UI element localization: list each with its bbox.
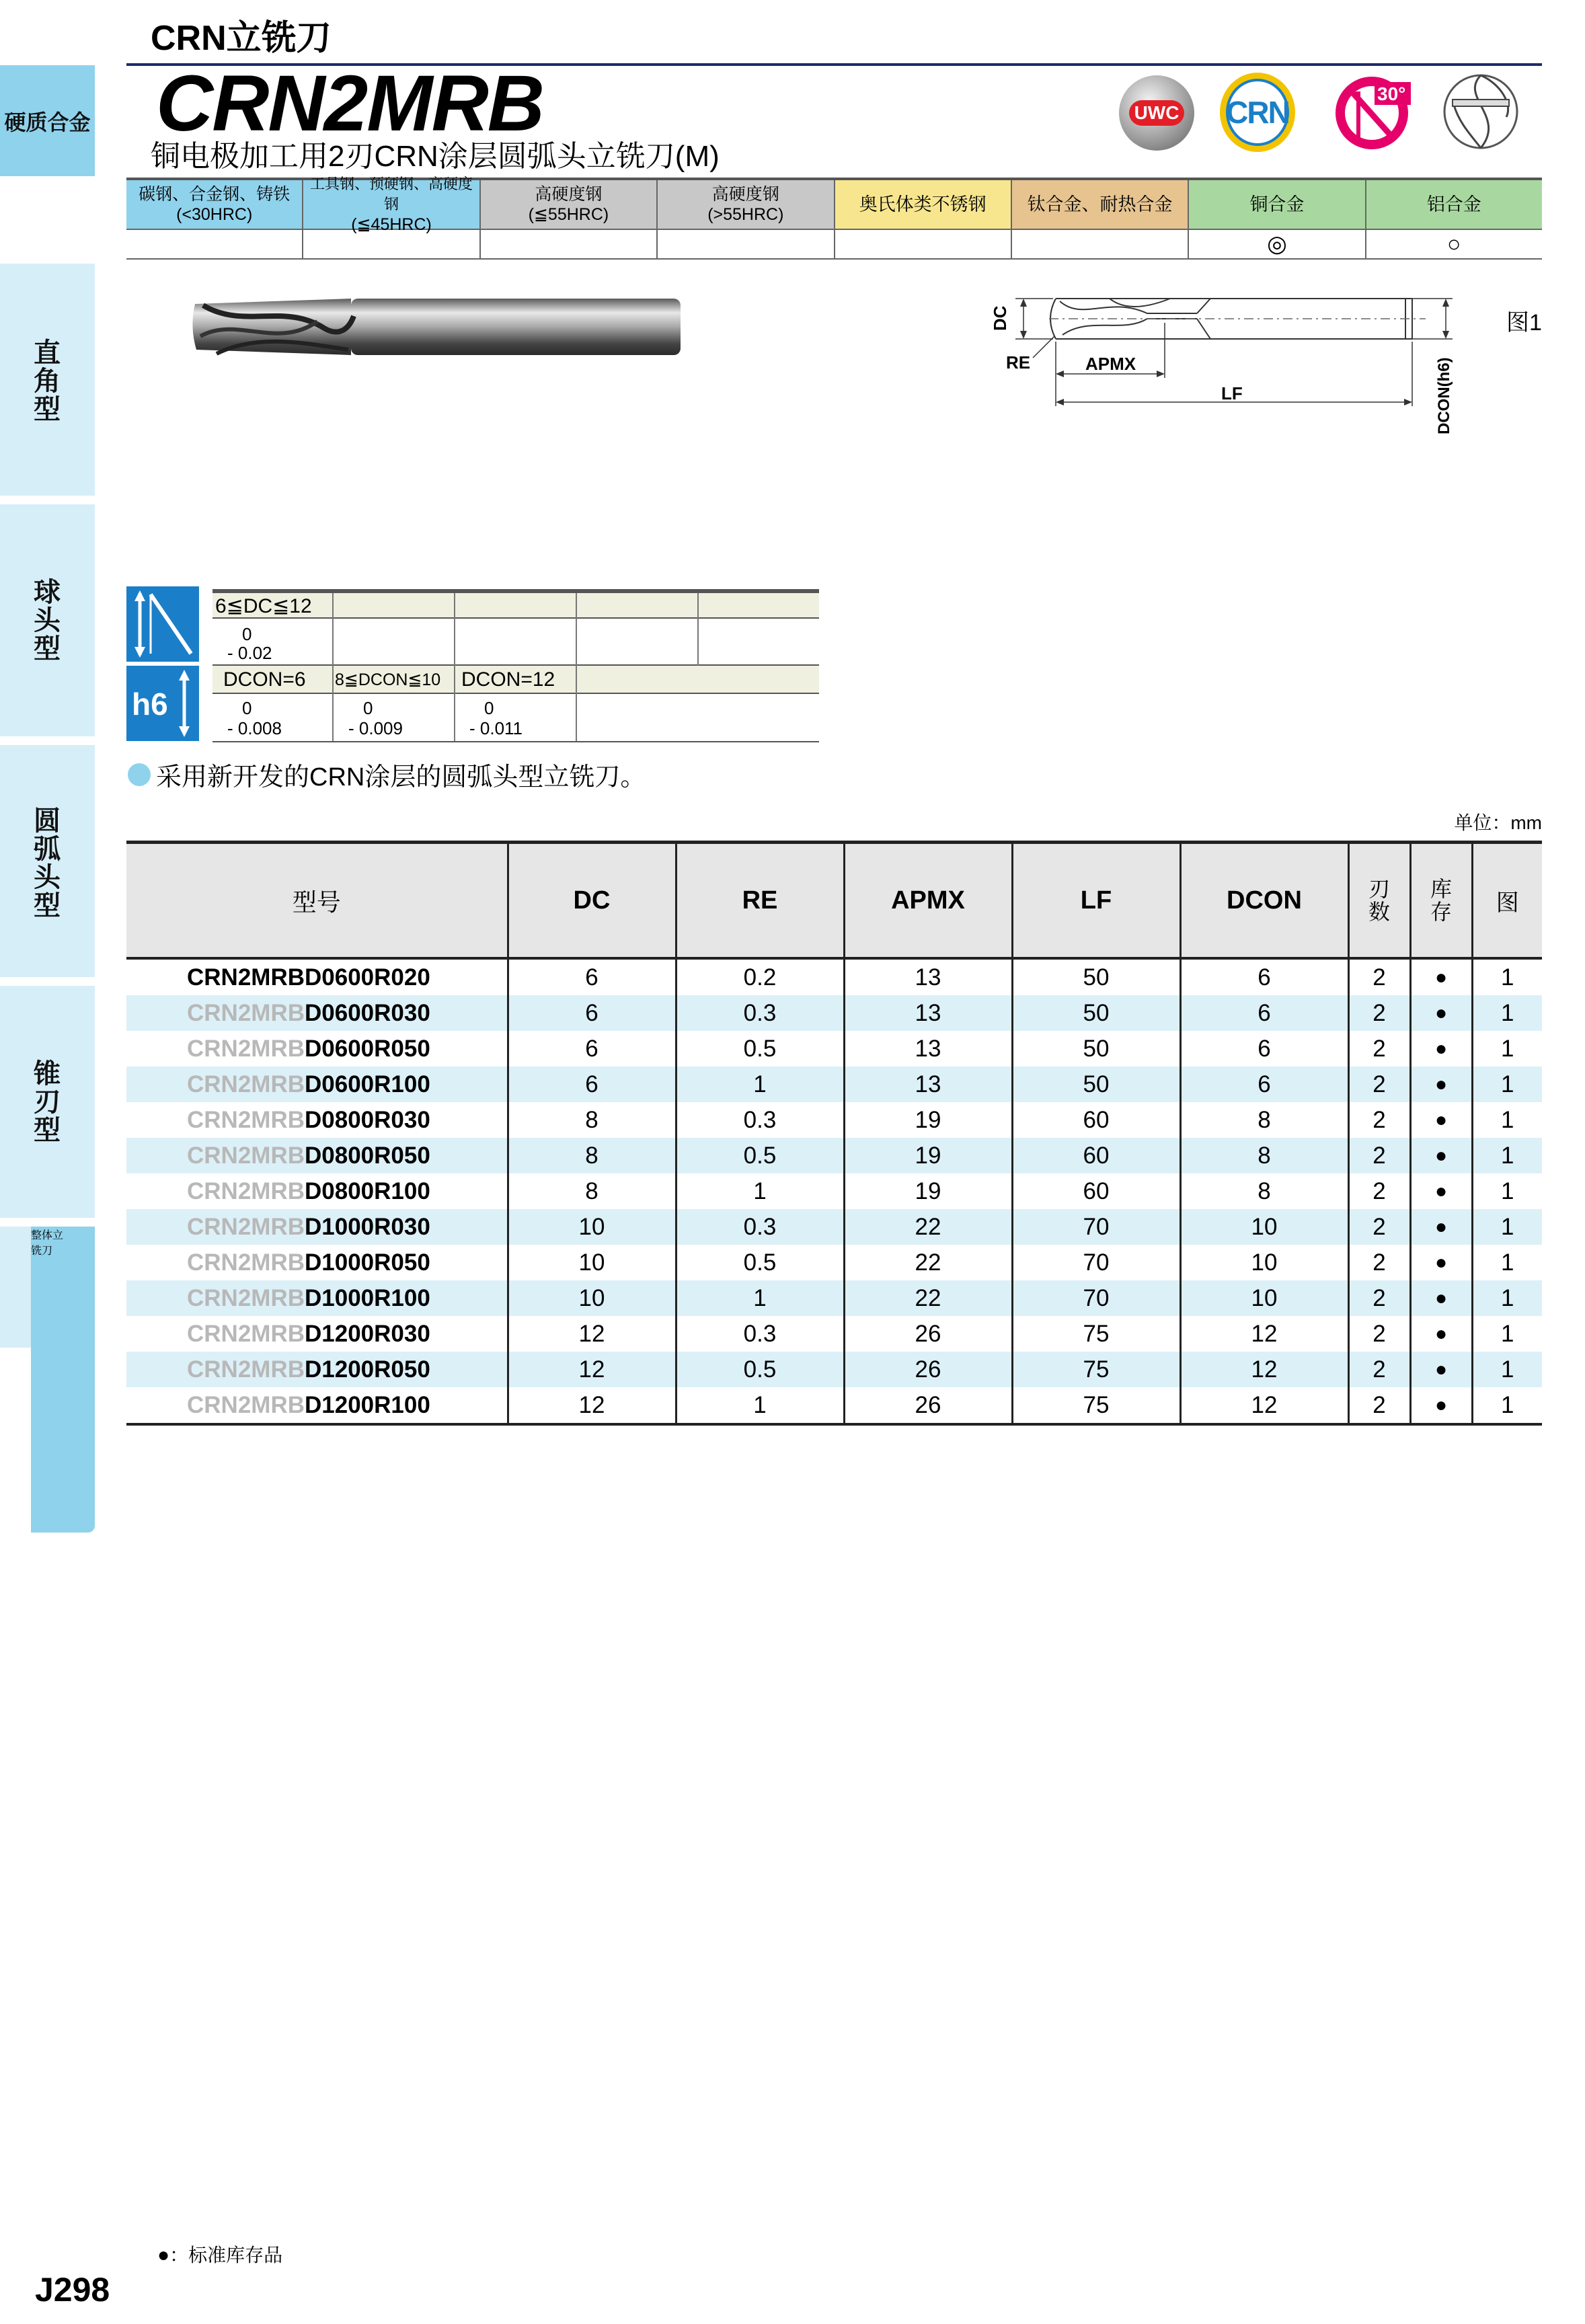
dc-cell: 6 xyxy=(508,1067,676,1102)
flutes-cell: 2 xyxy=(1348,995,1410,1031)
stock-cell: ● xyxy=(1410,1352,1472,1387)
side-tab-carbide[interactable] xyxy=(0,65,95,176)
table-row xyxy=(126,1173,1542,1209)
material-carbon-steel xyxy=(126,180,303,229)
table-row xyxy=(126,1245,1542,1280)
apmx-cell: 13 xyxy=(844,995,1012,1031)
model-suffix: D1000R100 xyxy=(305,1284,430,1311)
model-cell xyxy=(126,1067,508,1102)
re-cell: 1 xyxy=(676,1387,844,1424)
dcon-tol-lower: - 0.011 xyxy=(469,718,523,738)
material-name: 铝合金 xyxy=(1426,194,1481,215)
material-name: 高硬度钢 xyxy=(711,185,779,204)
stock-legend xyxy=(157,2241,282,2268)
re-cell: 1 xyxy=(676,1067,844,1102)
flutes-cell: 2 xyxy=(1348,1067,1410,1102)
lf-cell: 50 xyxy=(1012,1067,1180,1102)
lf-cell: 70 xyxy=(1012,1209,1180,1245)
end-mill-photo xyxy=(190,289,687,363)
dc-tol-upper: 0 xyxy=(242,624,252,644)
model-prefix: CRN2MRB xyxy=(187,1071,305,1097)
fig-cell: 1 xyxy=(1472,1138,1542,1173)
table-row xyxy=(126,1031,1542,1067)
model-cell xyxy=(126,1387,508,1424)
model-cell xyxy=(126,1138,508,1173)
fig-cell: 1 xyxy=(1472,1352,1542,1387)
dcon-cell: 6 xyxy=(1180,995,1348,1031)
dc-cell: 12 xyxy=(508,1387,676,1424)
apmx-cell: 26 xyxy=(844,1316,1012,1352)
suitability-mark xyxy=(1012,230,1189,258)
dim-dcon-label: DCON(h6) xyxy=(1435,357,1453,434)
material-name: 铜合金 xyxy=(1249,194,1305,215)
stock-cell: ● xyxy=(1410,1102,1472,1138)
model-suffix: D1200R030 xyxy=(305,1320,430,1347)
header-flutes-label: 刃数 xyxy=(1368,877,1390,924)
model-suffix: D0800R100 xyxy=(305,1177,430,1204)
helix-angle-label: 30° xyxy=(1377,83,1406,104)
dcon-tol-lower: - 0.009 xyxy=(348,718,403,738)
header-dcon: DCON xyxy=(1180,843,1348,959)
side-tab-label: 硬质合金 xyxy=(4,110,91,134)
table-row xyxy=(126,1209,1542,1245)
dcon-cell: 12 xyxy=(1180,1352,1348,1387)
fig-cell: 1 xyxy=(1472,1031,1542,1067)
model-cell xyxy=(126,1173,508,1209)
apmx-cell: 26 xyxy=(844,1352,1012,1387)
apmx-cell: 22 xyxy=(844,1245,1012,1280)
dim-re-label: RE xyxy=(1006,352,1031,373)
re-cell: 0.5 xyxy=(676,1352,844,1387)
material-hardness: (<30HRC) xyxy=(176,205,253,224)
lf-cell: 50 xyxy=(1012,995,1180,1031)
model-suffix: D0600R100 xyxy=(305,1071,430,1097)
side-tab-square[interactable] xyxy=(0,264,95,496)
header-lf: LF xyxy=(1012,843,1180,959)
model-prefix: CRN2MRB xyxy=(187,1035,305,1062)
dc-cell: 10 xyxy=(508,1209,676,1245)
side-tab-label: 锥刃型 xyxy=(34,1059,61,1145)
apmx-cell: 13 xyxy=(844,1067,1012,1102)
side-tab-radius[interactable] xyxy=(0,745,95,977)
flutes-cell: 2 xyxy=(1348,1031,1410,1067)
two-flute-icon xyxy=(1439,70,1522,153)
unit-label: 单位：mm xyxy=(1454,812,1542,833)
fig-cell: 1 xyxy=(1472,1280,1542,1316)
flutes-cell: 2 xyxy=(1348,1387,1410,1424)
model-suffix: D1000R030 xyxy=(305,1213,430,1240)
dc-cell: 6 xyxy=(508,958,676,995)
dc-cell: 6 xyxy=(508,1031,676,1067)
dcon-tol-upper: 0 xyxy=(363,698,373,718)
legend-mark: ● xyxy=(157,2244,170,2266)
dcon-cell: 10 xyxy=(1180,1209,1348,1245)
h6-label: h6 xyxy=(132,687,168,722)
material-name: 高硬度钢 xyxy=(535,185,603,204)
model-suffix: D0600R050 xyxy=(305,1035,430,1062)
material-hard-steel-55 xyxy=(481,180,658,229)
apmx-cell: 19 xyxy=(844,1102,1012,1138)
lf-cell: 75 xyxy=(1012,1316,1180,1352)
material-hardness: (≦45HRC) xyxy=(351,215,432,234)
table-row xyxy=(126,1280,1542,1316)
legend-text: ：标准库存品 xyxy=(169,2245,283,2265)
dcon-cell: 6 xyxy=(1180,958,1348,995)
dcon-cell: 6 xyxy=(1180,1031,1348,1067)
model-prefix: CRN2MRB xyxy=(187,1249,305,1276)
dc-cell: 10 xyxy=(508,1245,676,1280)
flutes-cell: 2 xyxy=(1348,1102,1410,1138)
material-table xyxy=(126,176,1542,260)
model-cell xyxy=(126,1102,508,1138)
product-table xyxy=(126,841,1542,1426)
suitability-mark xyxy=(303,230,480,258)
side-tab-label: 球头型 xyxy=(34,578,61,664)
model-prefix: CRN2MRB xyxy=(187,1391,305,1418)
apmx-cell: 13 xyxy=(844,1031,1012,1067)
table-row xyxy=(126,1102,1542,1138)
side-tab-ball[interactable] xyxy=(0,504,95,736)
dcon-col-label: DCON=6 xyxy=(223,668,306,691)
stock-cell: ● xyxy=(1410,1067,1472,1102)
feature-note xyxy=(128,756,646,793)
dcon-tol-upper: 0 xyxy=(242,698,252,718)
apmx-cell: 19 xyxy=(844,1173,1012,1209)
dcon-cell: 8 xyxy=(1180,1173,1348,1209)
table-row xyxy=(126,1387,1542,1424)
model-prefix: CRN2MRB xyxy=(187,1177,305,1204)
dc-cell: 12 xyxy=(508,1352,676,1387)
figure-label: 图1 xyxy=(1506,310,1542,336)
dc-cell: 6 xyxy=(508,995,676,1031)
stock-cell: ● xyxy=(1410,1031,1472,1067)
table-row xyxy=(126,958,1542,995)
header-stock xyxy=(1410,843,1472,959)
stock-cell: ● xyxy=(1410,1245,1472,1280)
header-figure-label: 图 xyxy=(1496,890,1519,916)
side-tab-taper[interactable] xyxy=(0,986,95,1218)
model-suffix: D0600R030 xyxy=(305,999,430,1026)
suitability-mark: ◎ xyxy=(1189,230,1366,258)
dcon-col-label: DCON=12 xyxy=(461,668,555,691)
re-cell: 0.5 xyxy=(676,1031,844,1067)
crn-label: CRN xyxy=(1226,95,1289,130)
material-hardness: (>55HRC) xyxy=(707,205,784,224)
uwc-badge xyxy=(1119,75,1194,151)
header-apmx: APMX xyxy=(844,843,1012,959)
subtitle: 铜电极加工用2刃CRN涂层圆弧头立铣刀(M) xyxy=(151,140,720,173)
suitability-mark xyxy=(658,230,835,258)
flutes-cell: 2 xyxy=(1348,1352,1410,1387)
fig-cell: 1 xyxy=(1472,1209,1542,1245)
model-suffix: D0800R050 xyxy=(305,1142,430,1169)
header-re: RE xyxy=(676,843,844,959)
model-prefix: CRN2MRB xyxy=(187,1284,305,1311)
lf-cell: 60 xyxy=(1012,1173,1180,1209)
lf-cell: 75 xyxy=(1012,1352,1180,1387)
lf-cell: 70 xyxy=(1012,1280,1180,1316)
lf-cell: 50 xyxy=(1012,1031,1180,1067)
model-suffix: D1200R050 xyxy=(305,1356,430,1383)
header-stock-label: 库存 xyxy=(1430,877,1452,924)
apmx-cell: 22 xyxy=(844,1280,1012,1316)
dim-apmx-label: APMX xyxy=(1085,354,1136,374)
table-row xyxy=(126,1316,1542,1352)
fig-cell: 1 xyxy=(1472,1173,1542,1209)
model-suffix: D0800R030 xyxy=(305,1106,430,1133)
lf-cell: 70 xyxy=(1012,1245,1180,1280)
lf-cell: 75 xyxy=(1012,1387,1180,1424)
re-cell: 0.5 xyxy=(676,1245,844,1280)
dc-tolerance-icon xyxy=(126,586,199,662)
dc-range: 6≦DC≦12 xyxy=(215,595,312,617)
dcon-cell: 8 xyxy=(1180,1138,1348,1173)
header-flutes xyxy=(1348,843,1410,959)
model-cell xyxy=(126,1209,508,1245)
fig-cell: 1 xyxy=(1472,1316,1542,1352)
dcon-tol-lower: - 0.008 xyxy=(227,718,282,738)
stock-cell: ● xyxy=(1410,958,1472,995)
header-dc: DC xyxy=(508,843,676,959)
crn-badge xyxy=(1220,73,1295,152)
h6-tolerance-icon xyxy=(126,666,199,741)
re-cell: 0.3 xyxy=(676,995,844,1031)
table-row xyxy=(126,1352,1542,1387)
model-cell xyxy=(126,1245,508,1280)
side-tab-label: 整体立铣刀 xyxy=(31,1230,64,1257)
suitability-mark xyxy=(126,230,303,258)
model-prefix: CRN2MRB xyxy=(187,1142,305,1169)
apmx-cell: 13 xyxy=(844,958,1012,995)
model-cell xyxy=(126,1352,508,1387)
re-cell: 0.3 xyxy=(676,1209,844,1245)
dcon-cell: 10 xyxy=(1180,1245,1348,1280)
re-cell: 0.5 xyxy=(676,1138,844,1173)
model-cell xyxy=(126,1280,508,1316)
side-tab-solid-endmill[interactable] xyxy=(31,1227,95,1533)
table-row xyxy=(126,1067,1542,1102)
model-title: CRN2MRB xyxy=(156,59,543,148)
feature-note-text: 采用新开发的CRN涂层的圆弧头型立铣刀。 xyxy=(156,763,646,791)
flutes-cell: 2 xyxy=(1348,1209,1410,1245)
model-prefix: CRN2MRB xyxy=(187,1320,305,1347)
model-prefix: CRN2MRB xyxy=(187,999,305,1026)
re-cell: 0.3 xyxy=(676,1316,844,1352)
helix-angle-badge xyxy=(1333,73,1411,152)
model-suffix: D1000R050 xyxy=(305,1249,430,1276)
bullet-icon xyxy=(128,763,151,786)
model-prefix: CRN2MRB xyxy=(187,1213,305,1240)
lf-cell: 60 xyxy=(1012,1102,1180,1138)
suitability-mark xyxy=(835,230,1012,258)
lf-cell: 60 xyxy=(1012,1138,1180,1173)
header-model: 型号 xyxy=(126,843,508,959)
model-cell xyxy=(126,1031,508,1067)
suitability-mark: ○ xyxy=(1447,231,1461,257)
dim-lf-label: LF xyxy=(1221,383,1243,403)
dcon-cell: 6 xyxy=(1180,1067,1348,1102)
material-titanium xyxy=(1012,180,1189,229)
tolerance-table xyxy=(126,586,819,742)
stock-cell: ● xyxy=(1410,1209,1472,1245)
dc-cell: 8 xyxy=(508,1102,676,1138)
dc-cell: 8 xyxy=(508,1138,676,1173)
flutes-cell: 2 xyxy=(1348,1280,1410,1316)
dcon-col-label: 8≦DCON≦10 xyxy=(335,670,441,689)
category-title: CRN立铣刀 xyxy=(151,19,332,58)
apmx-cell: 26 xyxy=(844,1387,1012,1424)
dcon-cell: 12 xyxy=(1180,1387,1348,1424)
dcon-tol-upper: 0 xyxy=(484,698,494,718)
flutes-cell: 2 xyxy=(1348,958,1410,995)
model-cell xyxy=(126,1316,508,1352)
header-figure xyxy=(1472,843,1542,959)
flutes-cell: 2 xyxy=(1348,1316,1410,1352)
stock-cell: ● xyxy=(1410,995,1472,1031)
dimension-diagram xyxy=(989,282,1500,437)
page-number: J298 xyxy=(35,2271,110,2309)
fig-cell: 1 xyxy=(1472,1387,1542,1424)
side-tab-label: 圆弧头型 xyxy=(34,806,61,921)
side-tab-solid-base xyxy=(0,1227,31,1348)
model-suffix: D1200R100 xyxy=(305,1391,430,1418)
flutes-cell: 2 xyxy=(1348,1245,1410,1280)
model-cell xyxy=(126,995,508,1031)
stock-cell: ● xyxy=(1410,1387,1472,1424)
re-cell: 1 xyxy=(676,1280,844,1316)
material-name: 碳钢、合金钢、铸铁 xyxy=(139,185,291,204)
dc-cell: 12 xyxy=(508,1316,676,1352)
model-cell xyxy=(126,958,508,995)
dcon-cell: 12 xyxy=(1180,1316,1348,1352)
model-prefix: CRN2MRB xyxy=(187,1356,305,1383)
uwc-label: UWC xyxy=(1129,100,1185,126)
fig-cell: 1 xyxy=(1472,1102,1542,1138)
fig-cell: 1 xyxy=(1472,1245,1542,1280)
apmx-cell: 19 xyxy=(844,1138,1012,1173)
lf-cell: 50 xyxy=(1012,958,1180,995)
model-prefix: CRN2MRB xyxy=(187,1106,305,1133)
material-name: 奥氏体类不锈钢 xyxy=(859,194,987,215)
flutes-cell: 2 xyxy=(1348,1173,1410,1209)
model-suffix: D0600R020 xyxy=(305,964,430,991)
stock-cell: ● xyxy=(1410,1316,1472,1352)
dim-dc-label: DC xyxy=(990,305,1010,331)
material-stainless xyxy=(835,180,1012,229)
apmx-cell: 22 xyxy=(844,1209,1012,1245)
re-cell: 1 xyxy=(676,1173,844,1209)
material-tool-steel xyxy=(303,176,480,234)
material-hard-steel-over55 xyxy=(658,180,835,229)
dc-cell: 8 xyxy=(508,1173,676,1209)
material-hardness: (≦55HRC) xyxy=(528,205,609,224)
table-row xyxy=(126,995,1542,1031)
stock-cell: ● xyxy=(1410,1280,1472,1316)
re-cell: 0.3 xyxy=(676,1102,844,1138)
material-copper xyxy=(1189,180,1366,229)
dcon-cell: 8 xyxy=(1180,1102,1348,1138)
stock-cell: ● xyxy=(1410,1138,1472,1173)
fig-cell: 1 xyxy=(1472,958,1542,995)
dc-cell: 10 xyxy=(508,1280,676,1316)
material-name: 钛合金、耐热合金 xyxy=(1027,194,1173,215)
dcon-cell: 10 xyxy=(1180,1280,1348,1316)
suitability-mark xyxy=(481,230,658,258)
dc-tol-lower: - 0.02 xyxy=(227,643,272,663)
side-tab-label: 直角型 xyxy=(34,338,61,424)
re-cell: 0.2 xyxy=(676,958,844,995)
model-prefix: CRN2MRB xyxy=(187,964,305,991)
material-name: 工具钢、预硬钢、高硬度钢 xyxy=(310,176,473,212)
fig-cell: 1 xyxy=(1472,1067,1542,1102)
flutes-cell: 2 xyxy=(1348,1138,1410,1173)
table-row xyxy=(126,1138,1542,1173)
stock-cell: ● xyxy=(1410,1173,1472,1209)
material-aluminum xyxy=(1366,180,1542,229)
fig-cell: 1 xyxy=(1472,995,1542,1031)
